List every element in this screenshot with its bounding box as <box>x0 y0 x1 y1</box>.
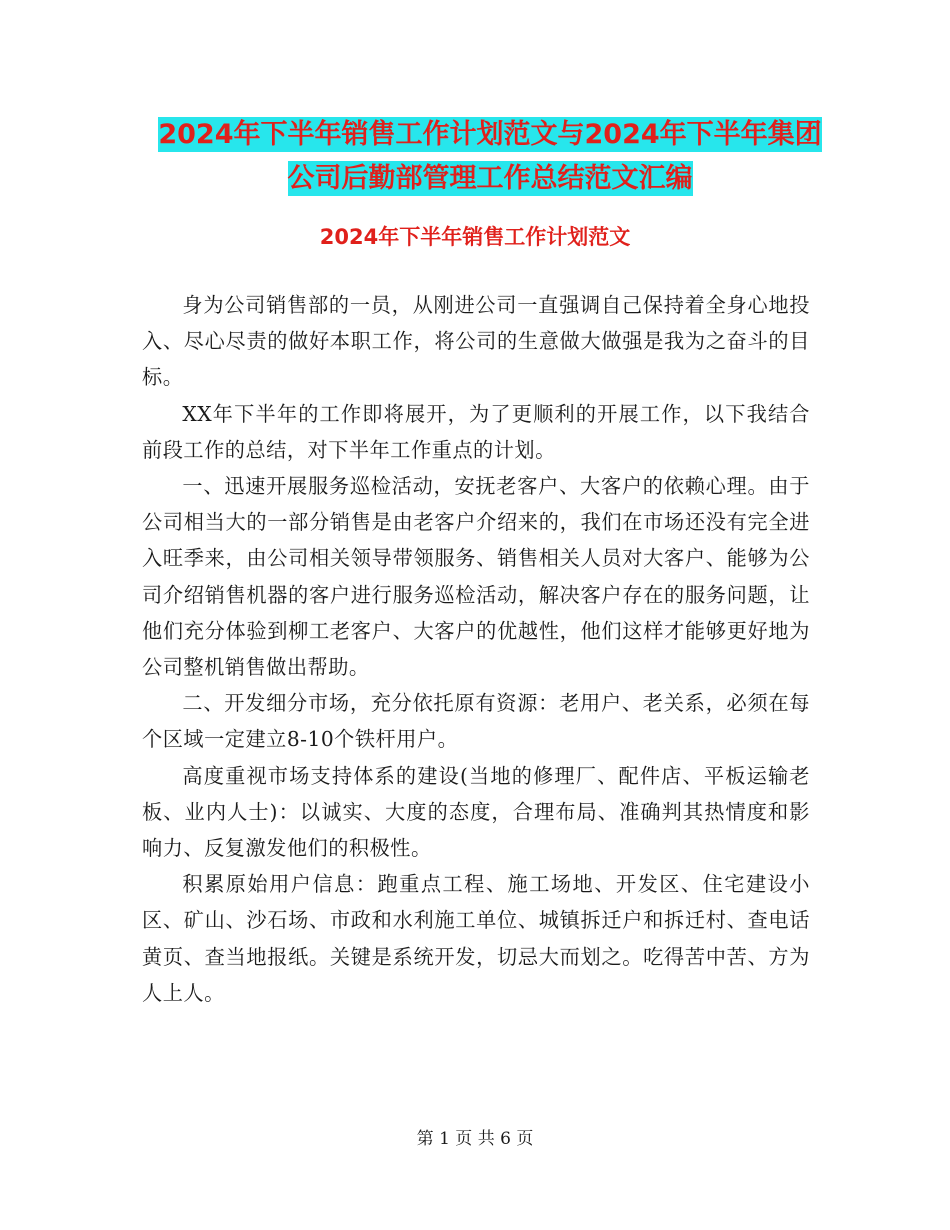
paragraph: 高度重视市场支持体系的建设(当地的修理厂、配件店、平板运输老板、业内人士)：以诚实、大度的态度，合理布局、准确判其热情度和影响力、反复激发他们的积极性。 <box>142 763 810 861</box>
paragraph: 一、迅速开展服务巡检活动，安抚老客户、大客户的依赖心理。由于公司相当大的一部分销售是由老客户介绍来的，我们在市场还没有完全进入旺季来，由公司相关领导带领服务、销售相关人员对大客户、能够为公司介绍销售机器的客户进行服务巡检活动，解决客户存在的服务问题，让他们充分体验到柳工老客户、大客户的优越性，他们这样才能够更好地为公司整机销售做出帮助。 <box>142 474 810 680</box>
paragraph: XX年下半年的工作即将展开，为了更顺利的开展工作，以下我结合前段工作的总结，对下半年工作重点的计划。 <box>142 401 810 462</box>
main-title-line-1: 2024年下半年销售工作计划范文与2024年下半年集团 <box>158 119 822 150</box>
page-footer: 第 1 页 共 6 页 <box>416 1129 534 1149</box>
main-title-line-2: 公司后勤部管理工作总结范文汇编 <box>287 163 693 194</box>
paragraph: 积累原始用户信息：跑重点工程、施工场地、开发区、住宅建设小区、矿山、沙石场、市政和水利施工单位、城镇拆迁户和拆迁村、查电话黄页、查当地报纸。关键是系统开发，切忌大而划之。吃得苦中苦、方为人上人。 <box>142 872 810 1005</box>
document-body <box>142 287 810 1011</box>
document-main-title <box>145 113 835 201</box>
section-title: 2024年下半年销售工作计划范文 <box>319 225 631 249</box>
paragraph: 身为公司销售部的一员，从刚进公司一直强调自己保持着全身心地投入、尽心尽责的做好本职工作，将公司的生意做大做强是我为之奋斗的目标。 <box>142 293 810 390</box>
paragraph: 二、开发细分市场，充分依托原有资源：老用户、老关系，必须在每个区域一定建立8-10个铁杆用户。 <box>142 691 810 752</box>
